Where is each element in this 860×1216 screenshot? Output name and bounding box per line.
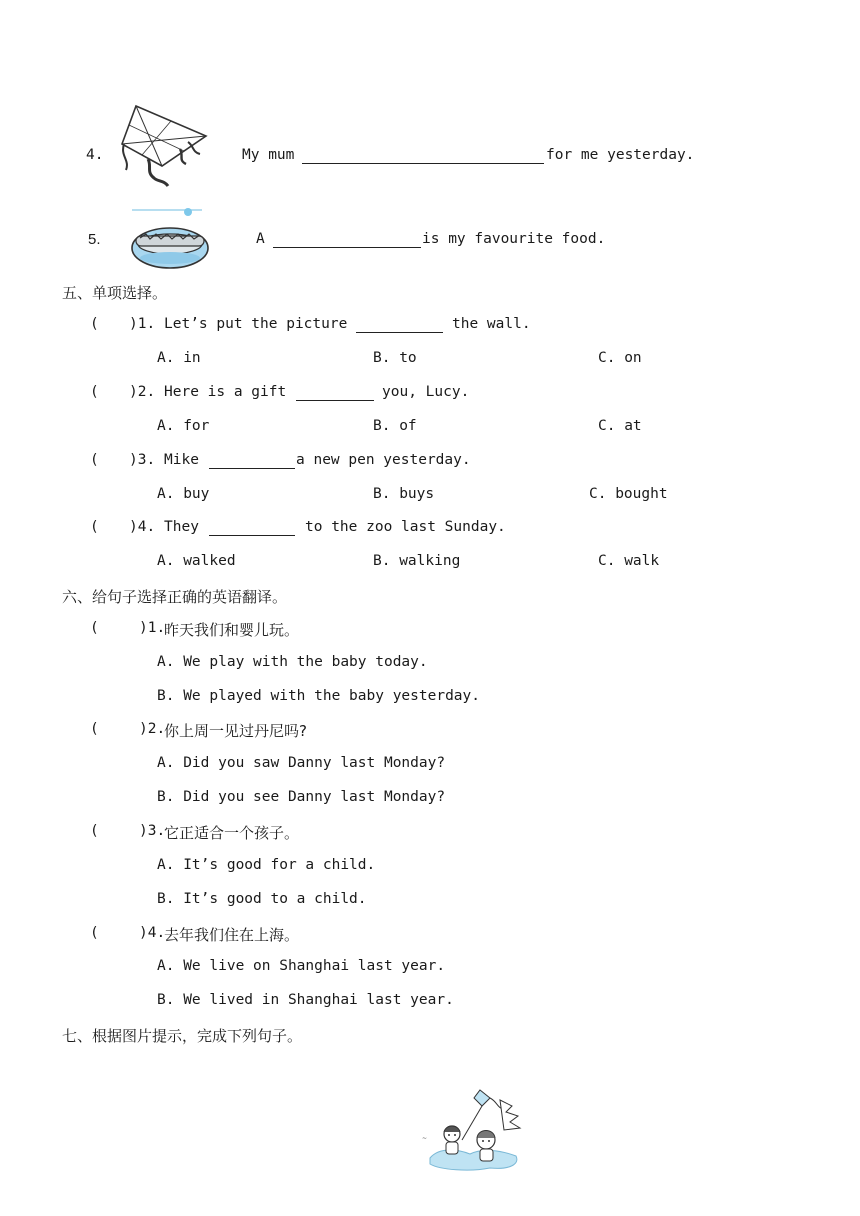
q5-1-blank <box>356 318 443 333</box>
q5-4-option-a: A. walked <box>157 553 236 569</box>
q5-1-answer-box[interactable] <box>103 318 127 332</box>
kids-flying-kite-icon <box>420 1088 530 1174</box>
q6-3-option-a: A. It’s good for a child. <box>157 857 376 873</box>
q5-1-text-before: Let’s put the picture <box>164 316 348 332</box>
q5-4-answer-box[interactable] <box>103 521 127 535</box>
q5-2-text-after: you, Lucy. <box>382 384 470 400</box>
q5-1-option-a: A. in <box>157 350 201 366</box>
q6-1-option-a: A. We play with the baby today. <box>157 654 428 670</box>
q5-3-text-after: a new pen yesterday. <box>296 452 471 468</box>
q5-3-option-c: C. bought <box>589 486 668 502</box>
q6-4-number: )4. <box>139 925 166 941</box>
q5-1-open-paren: ( <box>90 316 99 332</box>
q5-4-text-before: They <box>164 519 199 535</box>
item-4-prefix: My mum <box>242 147 295 163</box>
q6-2-option-b: B. Did you see Danny last Monday? <box>157 789 446 805</box>
q6-4-option-a: A. We live on Shanghai last year. <box>157 958 446 974</box>
q6-2-option-a: A. Did you saw Danny last Monday? <box>157 755 446 771</box>
q6-2-open-paren: ( <box>90 721 99 737</box>
q6-1-option-b: B. We played with the baby yesterday. <box>157 688 481 704</box>
q5-2-number: )2. <box>129 384 156 400</box>
q6-2-answer-box[interactable] <box>103 723 137 737</box>
q5-4-option-b: B. walking <box>373 553 461 569</box>
svg-text:~: ~ <box>422 1135 428 1142</box>
q5-3-option-a: A. buy <box>157 486 210 502</box>
q5-2-option-c: C. at <box>598 418 642 434</box>
q5-1-number: )1. <box>129 316 156 332</box>
q6-3-answer-box[interactable] <box>103 825 137 839</box>
q6-4-open-paren: ( <box>90 925 99 941</box>
q5-2-option-b: B. of <box>373 418 417 434</box>
q6-3-number: )3. <box>139 823 166 839</box>
q5-2-open-paren: ( <box>90 384 99 400</box>
q5-3-text-before: Mike <box>164 452 199 468</box>
q5-3-answer-box[interactable] <box>103 454 127 468</box>
q5-3-blank <box>209 454 295 469</box>
q6-3-prompt: 它正适合一个孩子。 <box>164 824 300 842</box>
q6-2-prompt: 你上周一见过丹尼吗? <box>164 722 307 740</box>
q5-1-option-b: B. to <box>373 350 417 366</box>
q5-3-number: )3. <box>129 452 156 468</box>
section-7-heading: 七、根据图片提示，完成下列句子。 <box>62 1027 303 1045</box>
q6-4-option-b: B. We lived in Shanghai last year. <box>157 992 454 1008</box>
q5-2-option-a: A. for <box>157 418 210 434</box>
q6-4-prompt: 去年我们住在上海。 <box>164 926 300 944</box>
q6-1-number: )1. <box>139 620 166 636</box>
kite-icon <box>118 104 208 190</box>
q5-4-open-paren: ( <box>90 519 99 535</box>
q5-1-text-after: the wall. <box>452 316 531 332</box>
q6-1-open-paren: ( <box>90 620 99 636</box>
q5-2-blank <box>296 386 374 401</box>
q6-2-number: )2. <box>139 721 166 737</box>
q5-4-blank <box>209 521 295 536</box>
hotdog-icon <box>128 206 212 272</box>
q5-4-option-c: C. walk <box>598 553 660 569</box>
item-5-suffix: is my favourite food. <box>422 231 606 247</box>
item-5-answer-blank[interactable] <box>273 233 421 248</box>
q5-1-option-c: C. on <box>598 350 642 366</box>
q5-4-number: )4. <box>129 519 156 535</box>
q6-4-answer-box[interactable] <box>103 927 137 941</box>
section-5-heading: 五、单项选择。 <box>62 284 168 302</box>
item-5-number: 5. <box>88 231 101 248</box>
q5-2-text-before: Here is a gift <box>164 384 287 400</box>
item-4-number: 4. <box>86 147 104 163</box>
q5-3-open-paren: ( <box>90 452 99 468</box>
section-6-heading: 六、给句子选择正确的英语翻译。 <box>62 588 288 606</box>
q6-3-option-b: B. It’s good to a child. <box>157 891 367 907</box>
q5-3-option-b: B. buys <box>373 486 435 502</box>
item-4-suffix: for me yesterday. <box>546 147 695 163</box>
q6-3-open-paren: ( <box>90 823 99 839</box>
q5-4-text-after: to the zoo last Sunday. <box>305 519 506 535</box>
q6-1-prompt: 昨天我们和婴儿玩。 <box>164 621 300 639</box>
item-4-answer-blank[interactable] <box>302 149 544 164</box>
q6-1-answer-box[interactable] <box>103 622 137 636</box>
item-5-prefix: A <box>256 231 265 247</box>
q5-2-answer-box[interactable] <box>103 386 127 400</box>
